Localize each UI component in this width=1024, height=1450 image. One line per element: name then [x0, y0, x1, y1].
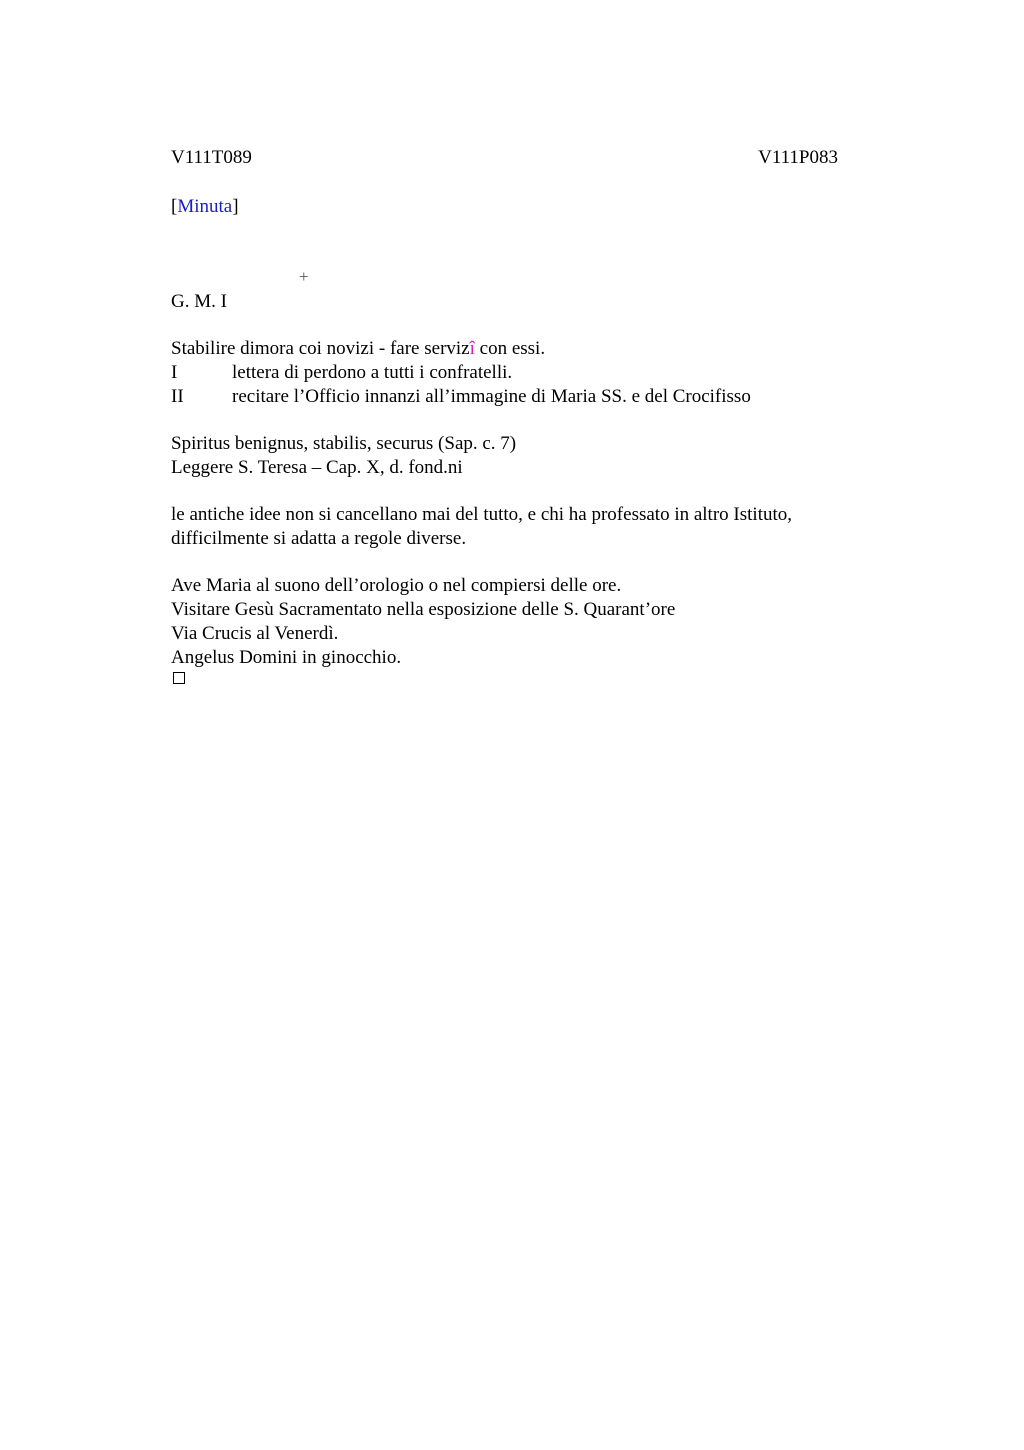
- document-code-left: V111T089: [171, 147, 252, 168]
- practice-line: Angelus Domini in ginocchio.: [171, 647, 402, 668]
- end-square-icon: [173, 672, 185, 684]
- stabilire-line: [171, 337, 545, 361]
- document-code-right: V111P083: [758, 147, 838, 168]
- gmi-heading: G. M. I: [171, 291, 227, 312]
- list-item-number: I: [171, 362, 178, 383]
- cross-mark: +: [299, 267, 309, 286]
- list-item: [171, 385, 751, 409]
- minuta-word: Minuta: [177, 196, 233, 217]
- minuta-close-bracket: ]: [232, 196, 239, 217]
- practice-line: Visitare Gesù Sacramentato nella esposizione delle S. Quarant’ore: [171, 599, 676, 620]
- list-item-number: II: [171, 386, 184, 407]
- paragraph-line: le antiche idee non si cancellano mai del tutto, e chi ha professato in altro Istituto,: [171, 504, 792, 525]
- stabilire-text-before: Stabilire dimora coi novizi - fare serviz: [171, 338, 470, 359]
- list-item-text: lettera di perdono a tutti i confratelli.: [232, 362, 513, 383]
- spiritus-line: Spiritus benignus, stabilis, securus (Sap. c. 7): [171, 433, 517, 454]
- list-item: [171, 361, 512, 385]
- leggere-line: Leggere S. Teresa – Cap. X, d. fond.ni: [171, 457, 463, 478]
- practice-line: Ave Maria al suono dell’orologio o nel compiersi delle ore.: [171, 575, 622, 596]
- practice-line: Via Crucis al Venerdì.: [171, 623, 339, 644]
- stabilire-text-after: con essi.: [474, 338, 546, 359]
- list-item-text: recitare l’Officio innanzi all’immagine di Maria SS. e del Crocifisso: [232, 386, 751, 407]
- paragraph-line: difficilmente si adatta a regole diverse.: [171, 528, 467, 549]
- minuta-open-bracket: [: [171, 196, 178, 217]
- minuta-label: [171, 195, 239, 219]
- stabilire-accent: î: [469, 338, 475, 359]
